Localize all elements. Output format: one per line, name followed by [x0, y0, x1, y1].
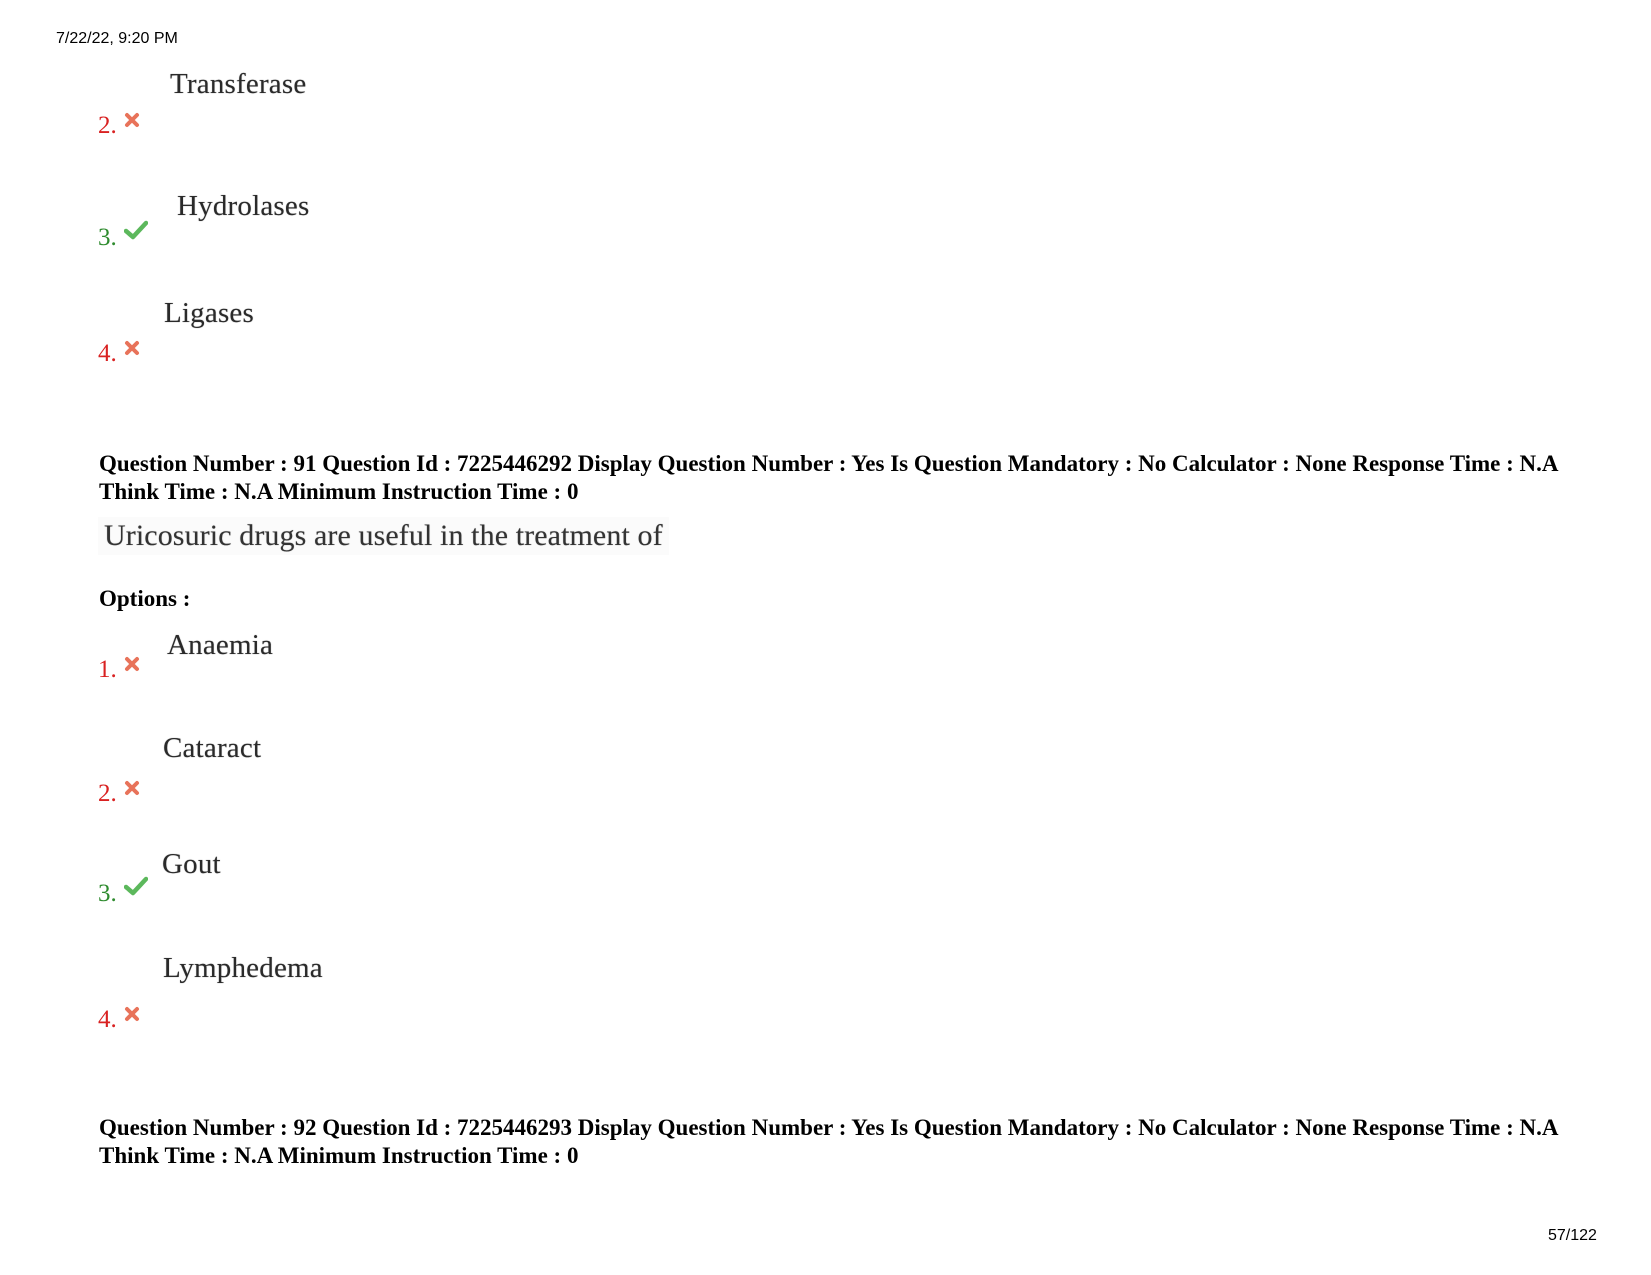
option-image-text: Gout — [162, 848, 221, 880]
option-image-text: Lymphedema — [163, 952, 323, 984]
check-icon — [124, 220, 148, 240]
cross-icon — [124, 656, 140, 672]
option-image-text: Hydrolases — [177, 190, 310, 222]
option-number-row — [98, 1006, 140, 1034]
cross-icon — [124, 780, 140, 796]
cross-icon — [124, 340, 140, 356]
option-number-row — [98, 224, 148, 252]
option-number-row — [98, 340, 140, 368]
option-image-text: Ligases — [164, 297, 254, 329]
option-number-row — [98, 656, 140, 684]
option-image-text: Anaemia — [167, 629, 274, 661]
options-label: Options : — [99, 586, 191, 611]
option-image-text: Transferase — [170, 68, 307, 100]
cross-icon — [124, 1006, 140, 1022]
question-91-meta: Question Number : 91 Question Id : 7225446292 Display Question Number : Yes Is Question Mandatory : No Calculator : None Response Time : N.A Think Time : N.A Minimum Instruction Time : 0 — [99, 451, 1558, 504]
question-91-text: Uricosuric drugs are useful in the treatment of — [98, 517, 669, 555]
option-number: 4. — [98, 340, 117, 367]
option-number-row — [98, 780, 140, 808]
page-number: 57/122 — [1548, 1227, 1597, 1244]
cross-icon — [124, 112, 140, 128]
option-number: 3. — [98, 880, 117, 907]
print-timestamp: 7/22/22, 9:20 PM — [56, 30, 178, 47]
option-number-row — [98, 112, 140, 140]
option-number: 1. — [98, 656, 117, 683]
option-number: 3. — [98, 224, 117, 251]
check-icon — [124, 876, 148, 896]
option-image-text: Cataract — [163, 732, 262, 764]
option-number: 2. — [98, 112, 117, 139]
question-92-meta: Question Number : 92 Question Id : 7225446293 Display Question Number : Yes Is Question Mandatory : No Calculator : None Response Time : N.A Think Time : N.A Minimum Instruction Time : 0 — [99, 1115, 1558, 1168]
option-number-row — [98, 880, 148, 908]
option-number: 4. — [98, 1006, 117, 1033]
option-number: 2. — [98, 780, 117, 807]
